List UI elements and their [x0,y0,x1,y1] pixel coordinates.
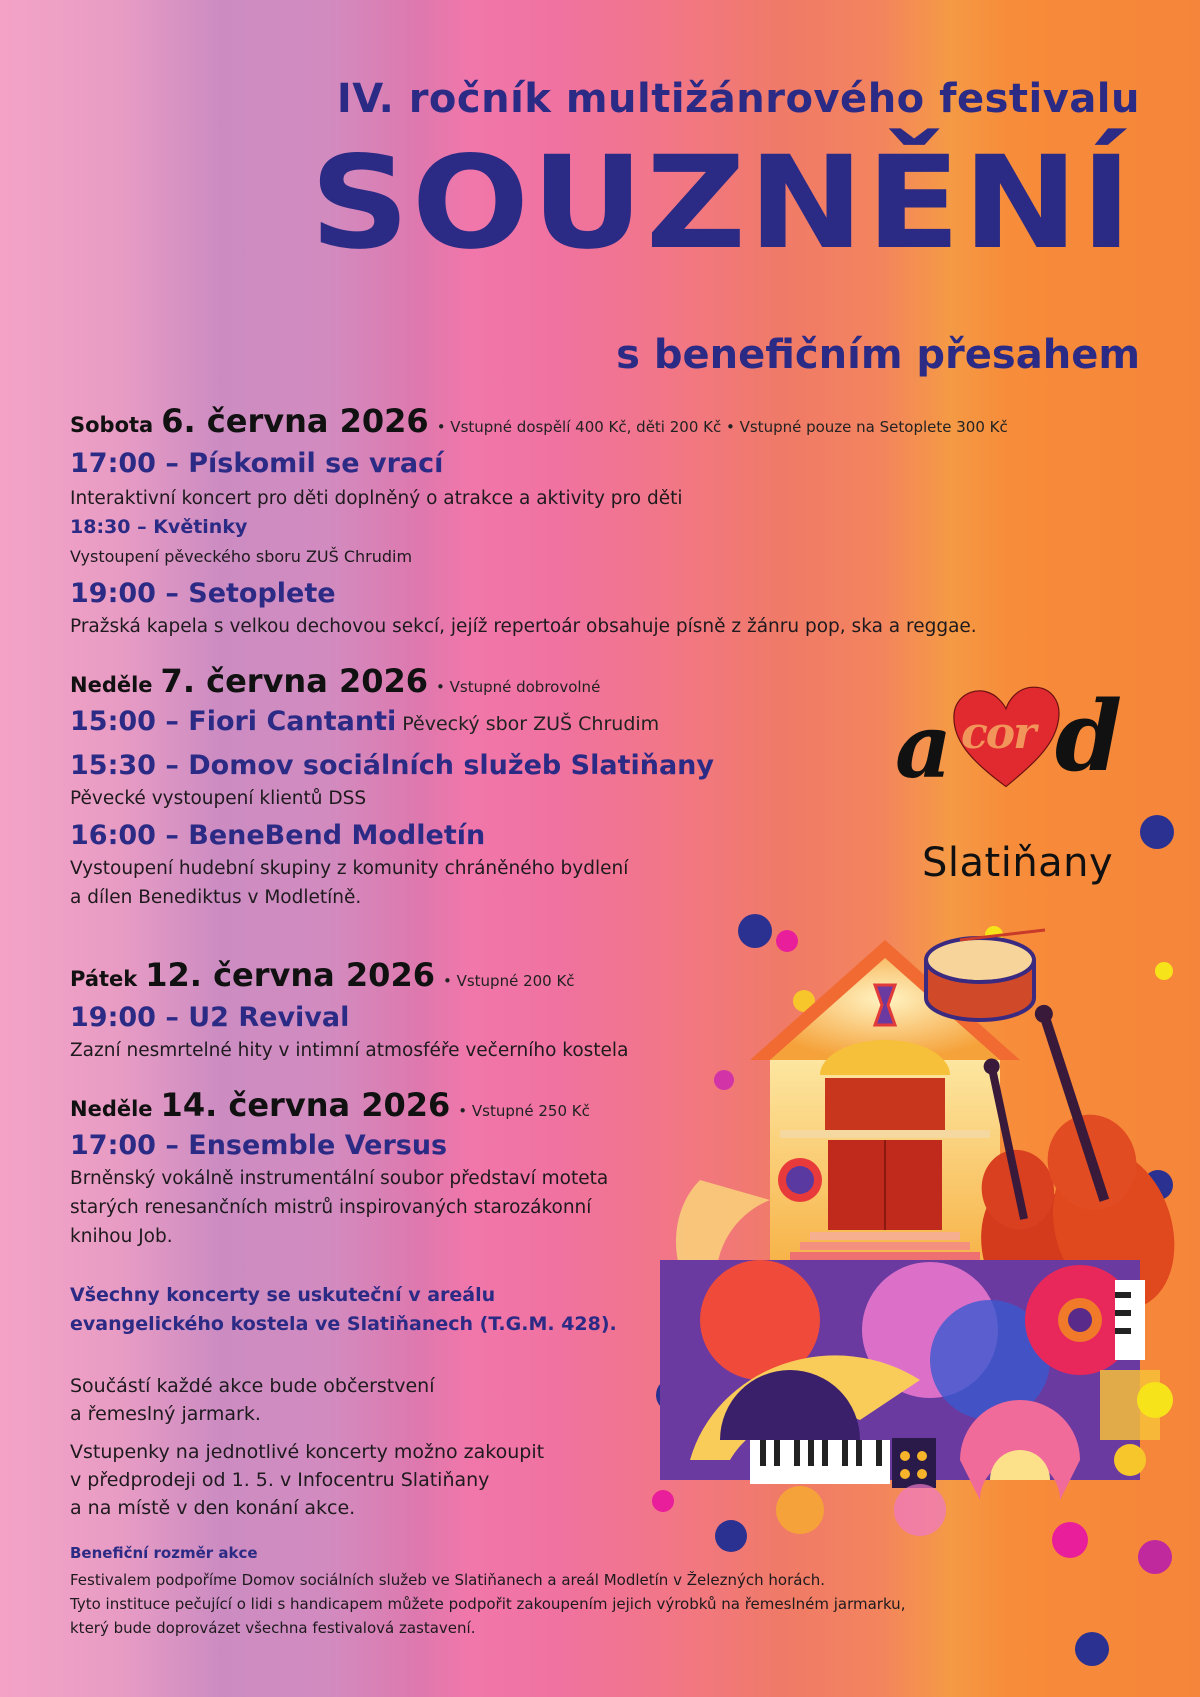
event-desc: Vystoupení pěveckého sboru ZUŠ Chrudim [70,547,413,566]
day-header-3 [70,956,575,994]
event-desc: Zazní nesmrtelné hity v intimní atmosféře večerního kostela [70,1040,629,1061]
day-header-4 [70,1086,590,1124]
town-name: Slatiňany [922,840,1114,886]
festival-tagline: s benefičním přesahem [616,332,1140,378]
event-title: 19:00 – U2 Revival [70,1002,350,1033]
event-desc: Pěvecké vystoupení klientů DSS [70,788,367,809]
day-header-1 [70,402,1008,440]
benefit-heading: Benefiční rozměr akce [70,1544,258,1562]
festival-title: SOUZNĚNÍ [309,129,1134,278]
refreshments-note: Součástí každé akce bude občerstvení a řemeslný jarmark. [70,1375,435,1425]
event-desc: Interaktivní koncert pro děti doplněný o atrakce a aktivity pro děti [70,488,683,509]
date: 7. června 2026 [160,662,428,700]
decor-dot [1075,1632,1109,1666]
event-title: 15:00 – Fiori Cantanti Pěvecký sbor ZUŠ Chrudim [70,706,660,737]
festival-edition: IV. ročník multižánrového festivalu [336,76,1140,122]
weekday: Neděle [70,1097,153,1121]
event-title: 18:30 – Květinky [70,516,248,538]
event-title: 15:30 – Domov sociálních služeb Slatiňany [70,750,714,781]
day-header-2 [70,662,600,700]
venue-info: Všechny koncerty se uskuteční v areálu evangelického kostela ve Slatiňanech (T.G.M. 428). [70,1284,617,1335]
date: 6. června 2026 [161,402,429,440]
date: 12. června 2026 [145,956,435,994]
decor-dot [1140,815,1174,849]
event-title: 16:00 – BeneBend Modletín [70,820,486,851]
acord-logo: a cor d [895,680,1123,798]
weekday: Sobota [70,413,154,437]
event-desc: Brněnský vokálně instrumentální soubor představí moteta starých renesančních mistrů inspirovaných starozákonní knihou Job. [70,1168,609,1247]
event-inline-desc: Pěvecký sbor ZUŠ Chrudim [402,713,660,735]
house-with-instruments-illustration [660,900,1180,1560]
event-title: 19:00 – Setoplete [70,578,336,609]
event-desc: Pražská kapela s velkou dechovou sekcí, jejíž repertoár obsahuje písně z žánru pop, ska a reggae. [70,616,977,637]
tickets-note: Vstupenky na jednotlivé koncerty možno zakoupit v předprodeji od 1. 5. v Infocentru Slatiňany a na místě v den konání akce. [70,1441,545,1519]
event-desc: Vystoupení hudební skupiny z komunity chráněného bydlení a dílen Benediktus v Modletíně. [70,858,629,908]
admission-info: • Vstupné dobrovolné [436,678,601,696]
admission-info: • Vstupné 200 Kč [442,972,575,990]
weekday: Pátek [70,967,138,991]
admission-info: • Vstupné dospělí 400 Kč, děti 200 Kč • Vstupné pouze na Setoplete 300 Kč [436,418,1008,436]
event-title: 17:00 – Ensemble Versus [70,1130,448,1161]
benefit-text: Festivalem podpoříme Domov sociálních služeb ve Slatiňanech a areál Modletín v Železných horách. Tyto instituce pečující o lidi s handicapem můžete podpořit zakoupením jejich výrobků na řemeslném jarmarku, který bude doprovázet všechna festivalová zastavení. [70,1571,906,1637]
admission-info: • Vstupné 250 Kč [458,1102,590,1120]
event-title: 17:00 – Pískomil se vrací [70,448,444,479]
weekday: Neděle [70,673,153,697]
date: 14. června 2026 [160,1086,451,1124]
